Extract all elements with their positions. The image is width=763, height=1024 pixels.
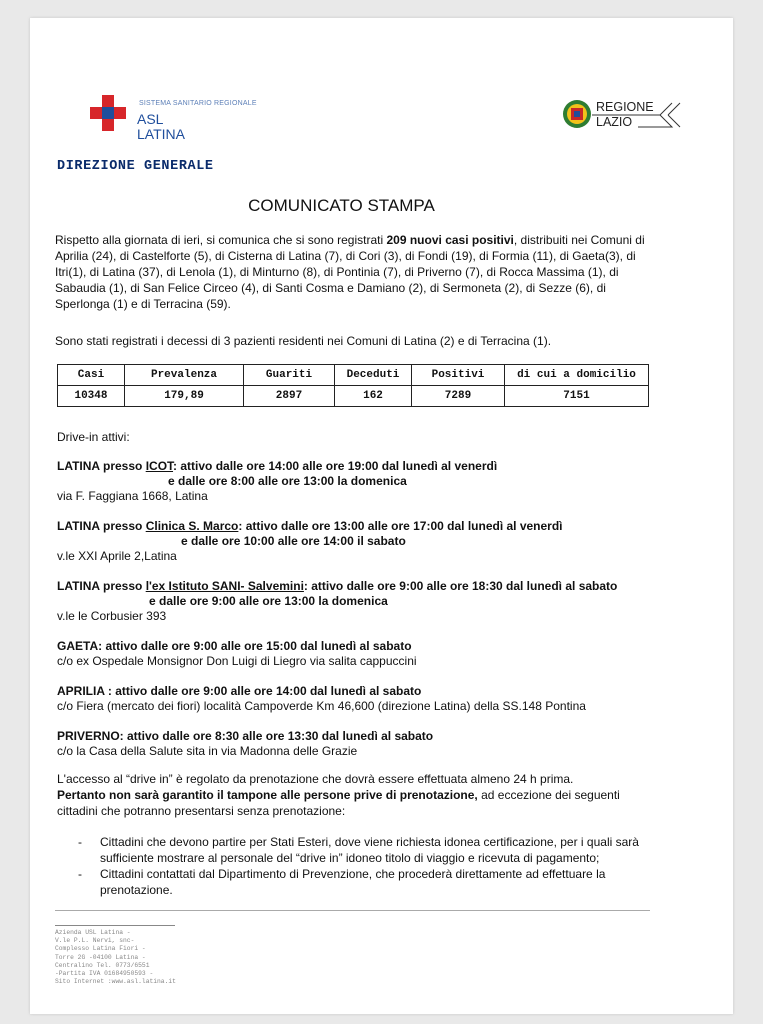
footer-line: Torre 2G -04100 Latina - bbox=[55, 953, 146, 961]
footer-line: -Partita IVA 01684950593 - bbox=[55, 970, 154, 978]
sani-hours: : attivo dalle ore 9:00 alle ore 18:30 dal lunedì al sabato bbox=[303, 579, 618, 593]
sani-prefix: LATINA presso bbox=[57, 579, 146, 593]
aprilia-address: c/o Fiera (mercato dei fiori) località Campoverde Km 46,600 (direzione Latina) della SS.148 Pontina bbox=[57, 699, 586, 713]
asl-cross-icon bbox=[90, 95, 126, 131]
access-note: L'accesso al “drive in” è regolato da prenotazione che dovrà essere effettuata almeno 24 h prima. bbox=[57, 772, 574, 786]
value-positivi: 7289 bbox=[412, 386, 505, 407]
deaths-paragraph: Sono stati registrati i decessi di 3 pazienti residenti nei Comuni di Latina (2) e di Terracina (1). bbox=[55, 334, 552, 348]
sani-line2: e dalle ore 9:00 alle ore 13:00 la domenica bbox=[149, 594, 388, 608]
footer-line: Centralino Tel. 0773/6551 bbox=[55, 961, 150, 969]
asl-line1: ASL bbox=[137, 111, 164, 127]
marco-line2: e dalle ore 10:00 alle ore 14:00 il sabato bbox=[181, 534, 406, 548]
priverno-line: PRIVERNO: attivo dalle ore 8:30 alle ore 13:30 dal lunedì al sabato bbox=[57, 729, 434, 743]
sani-line1 bbox=[57, 579, 617, 594]
exception-list bbox=[78, 834, 663, 898]
gaeta-address: c/o ex Ospedale Monsignor Don Luigi di Liegro via salita cappuccini bbox=[57, 654, 417, 668]
marco-prefix: LATINA presso bbox=[57, 519, 146, 533]
marco-hours: : attivo dalle ore 13:00 alle ore 17:00 dal lunedì al venerdì bbox=[238, 519, 563, 533]
drive-heading: Drive-in attivi: bbox=[57, 430, 130, 444]
regione-lazio-logo-icon bbox=[560, 95, 686, 139]
access-paragraph bbox=[57, 787, 657, 819]
direzione-generale: DIREZIONE GENERALE bbox=[57, 159, 214, 174]
sani-address: v.le le Corbusier 393 bbox=[57, 609, 167, 623]
footer-divider bbox=[55, 910, 650, 911]
value-guariti: 2897 bbox=[244, 386, 335, 407]
access-bold: Pertanto non sarà garantito il tampone alle persone prive di prenotazione, bbox=[57, 788, 478, 802]
value-domicilio: 7151 bbox=[505, 386, 649, 407]
asl-line2: LATINA bbox=[137, 126, 185, 142]
header-deceduti: Deceduti bbox=[335, 365, 412, 386]
marco-name: Clinica S. Marco bbox=[145, 519, 239, 533]
icot-prefix: LATINA presso bbox=[57, 459, 146, 473]
access-rest: ad eccezione dei seguenti cittadini che potranno presentarsi senza prenotazione: bbox=[57, 788, 620, 818]
header-guariti: Guariti bbox=[244, 365, 335, 386]
list-item: - Cittadini contattati dal Dipartimento di Prevenzione, che procederà direttamente ad effettuare la prenotazione. bbox=[78, 866, 663, 898]
footer-line: Complesso Latina Fiori - bbox=[55, 945, 146, 953]
asl-logo-text bbox=[137, 112, 185, 142]
footer-line: Sito Internet :www.asl.latina.it bbox=[55, 978, 176, 986]
icot-address: via F. Faggiana 1668, Latina bbox=[57, 489, 208, 503]
icot-line2: e dalle ore 8:00 alle ore 13:00 la domenica bbox=[168, 474, 407, 488]
gaeta-line: GAETA: attivo dalle ore 9:00 alle ore 15:00 dal lunedì al sabato bbox=[57, 639, 412, 653]
aprilia-line: APRILIA : attivo dalle ore 9:00 alle ore 14:00 dal lunedì al sabato bbox=[57, 684, 422, 698]
header-positivi: Positivi bbox=[412, 365, 505, 386]
marco-line1 bbox=[57, 519, 563, 534]
icot-line1 bbox=[57, 459, 497, 474]
page-title: COMUNICATO STAMPA bbox=[248, 196, 435, 215]
sani-name: l'ex Istituto SANI- Salvemini bbox=[145, 579, 304, 593]
icot-hours: : attivo dalle ore 14:00 alle ore 19:00 dal lunedì al venerdì bbox=[173, 459, 498, 473]
list-item: - Cittadini che devono partire per Stati Esteri, dove viene richiesta idonea certificazione, per i quali sarà sufficiente mostrare al personale del “drive in” idoneo titolo di viaggio e ricevuta di pagamento; bbox=[78, 834, 663, 866]
header-domicilio: di cui a domicilio bbox=[505, 365, 649, 386]
document-page bbox=[30, 18, 733, 1014]
footer-short-divider bbox=[55, 925, 175, 926]
value-deceduti: 162 bbox=[335, 386, 412, 407]
regione-line2: LAZIO bbox=[596, 115, 633, 129]
table-row bbox=[58, 386, 649, 407]
footer-line: V.le P.L. Nervi, snc- bbox=[55, 937, 135, 945]
intro-paragraph bbox=[55, 232, 655, 312]
value-casi: 10348 bbox=[58, 386, 125, 407]
table-header-row bbox=[58, 365, 649, 386]
regione-line1: REGIONE bbox=[596, 100, 654, 114]
value-prevalenza: 179,89 bbox=[125, 386, 244, 407]
ssr-label: SISTEMA SANITARIO REGIONALE bbox=[139, 100, 257, 107]
intro-text-a: Rispetto alla giornata di ieri, si comunica che si sono registrati bbox=[55, 233, 387, 247]
marco-address: v.le XXI Aprile 2,Latina bbox=[57, 549, 177, 563]
header-casi: Casi bbox=[58, 365, 125, 386]
intro-bold-cases: 209 nuovi casi positivi bbox=[386, 233, 514, 247]
footer-address bbox=[55, 929, 176, 986]
priverno-address: c/o la Casa della Salute sita in via Madonna delle Grazie bbox=[57, 744, 358, 758]
footer-line: Azienda USL Latina - bbox=[55, 929, 131, 936]
stats-table bbox=[57, 364, 649, 407]
icot-name: ICOT bbox=[145, 459, 174, 473]
intro-text-b: , distribuiti nei Comuni di Aprilia (24), di Castelforte (5), di Cisterna di Latina (7), di Cori (3), di Fondi (19), di Formia (11), di Gaeta(3), di Itri(1), di Latina (37), di Lenola (1), di Minturno (8), di Pontinia (7), di Priverno (7), di Rocca Massima (1), di Sabaudia (1), di San Felice Circeo (4), di Santi Cosma e Damiano (2), di Sermoneta (2), di Sezze (6), di Sperlonga (1) e di Terracina (59). bbox=[55, 233, 645, 311]
header-prevalenza: Prevalenza bbox=[125, 365, 244, 386]
